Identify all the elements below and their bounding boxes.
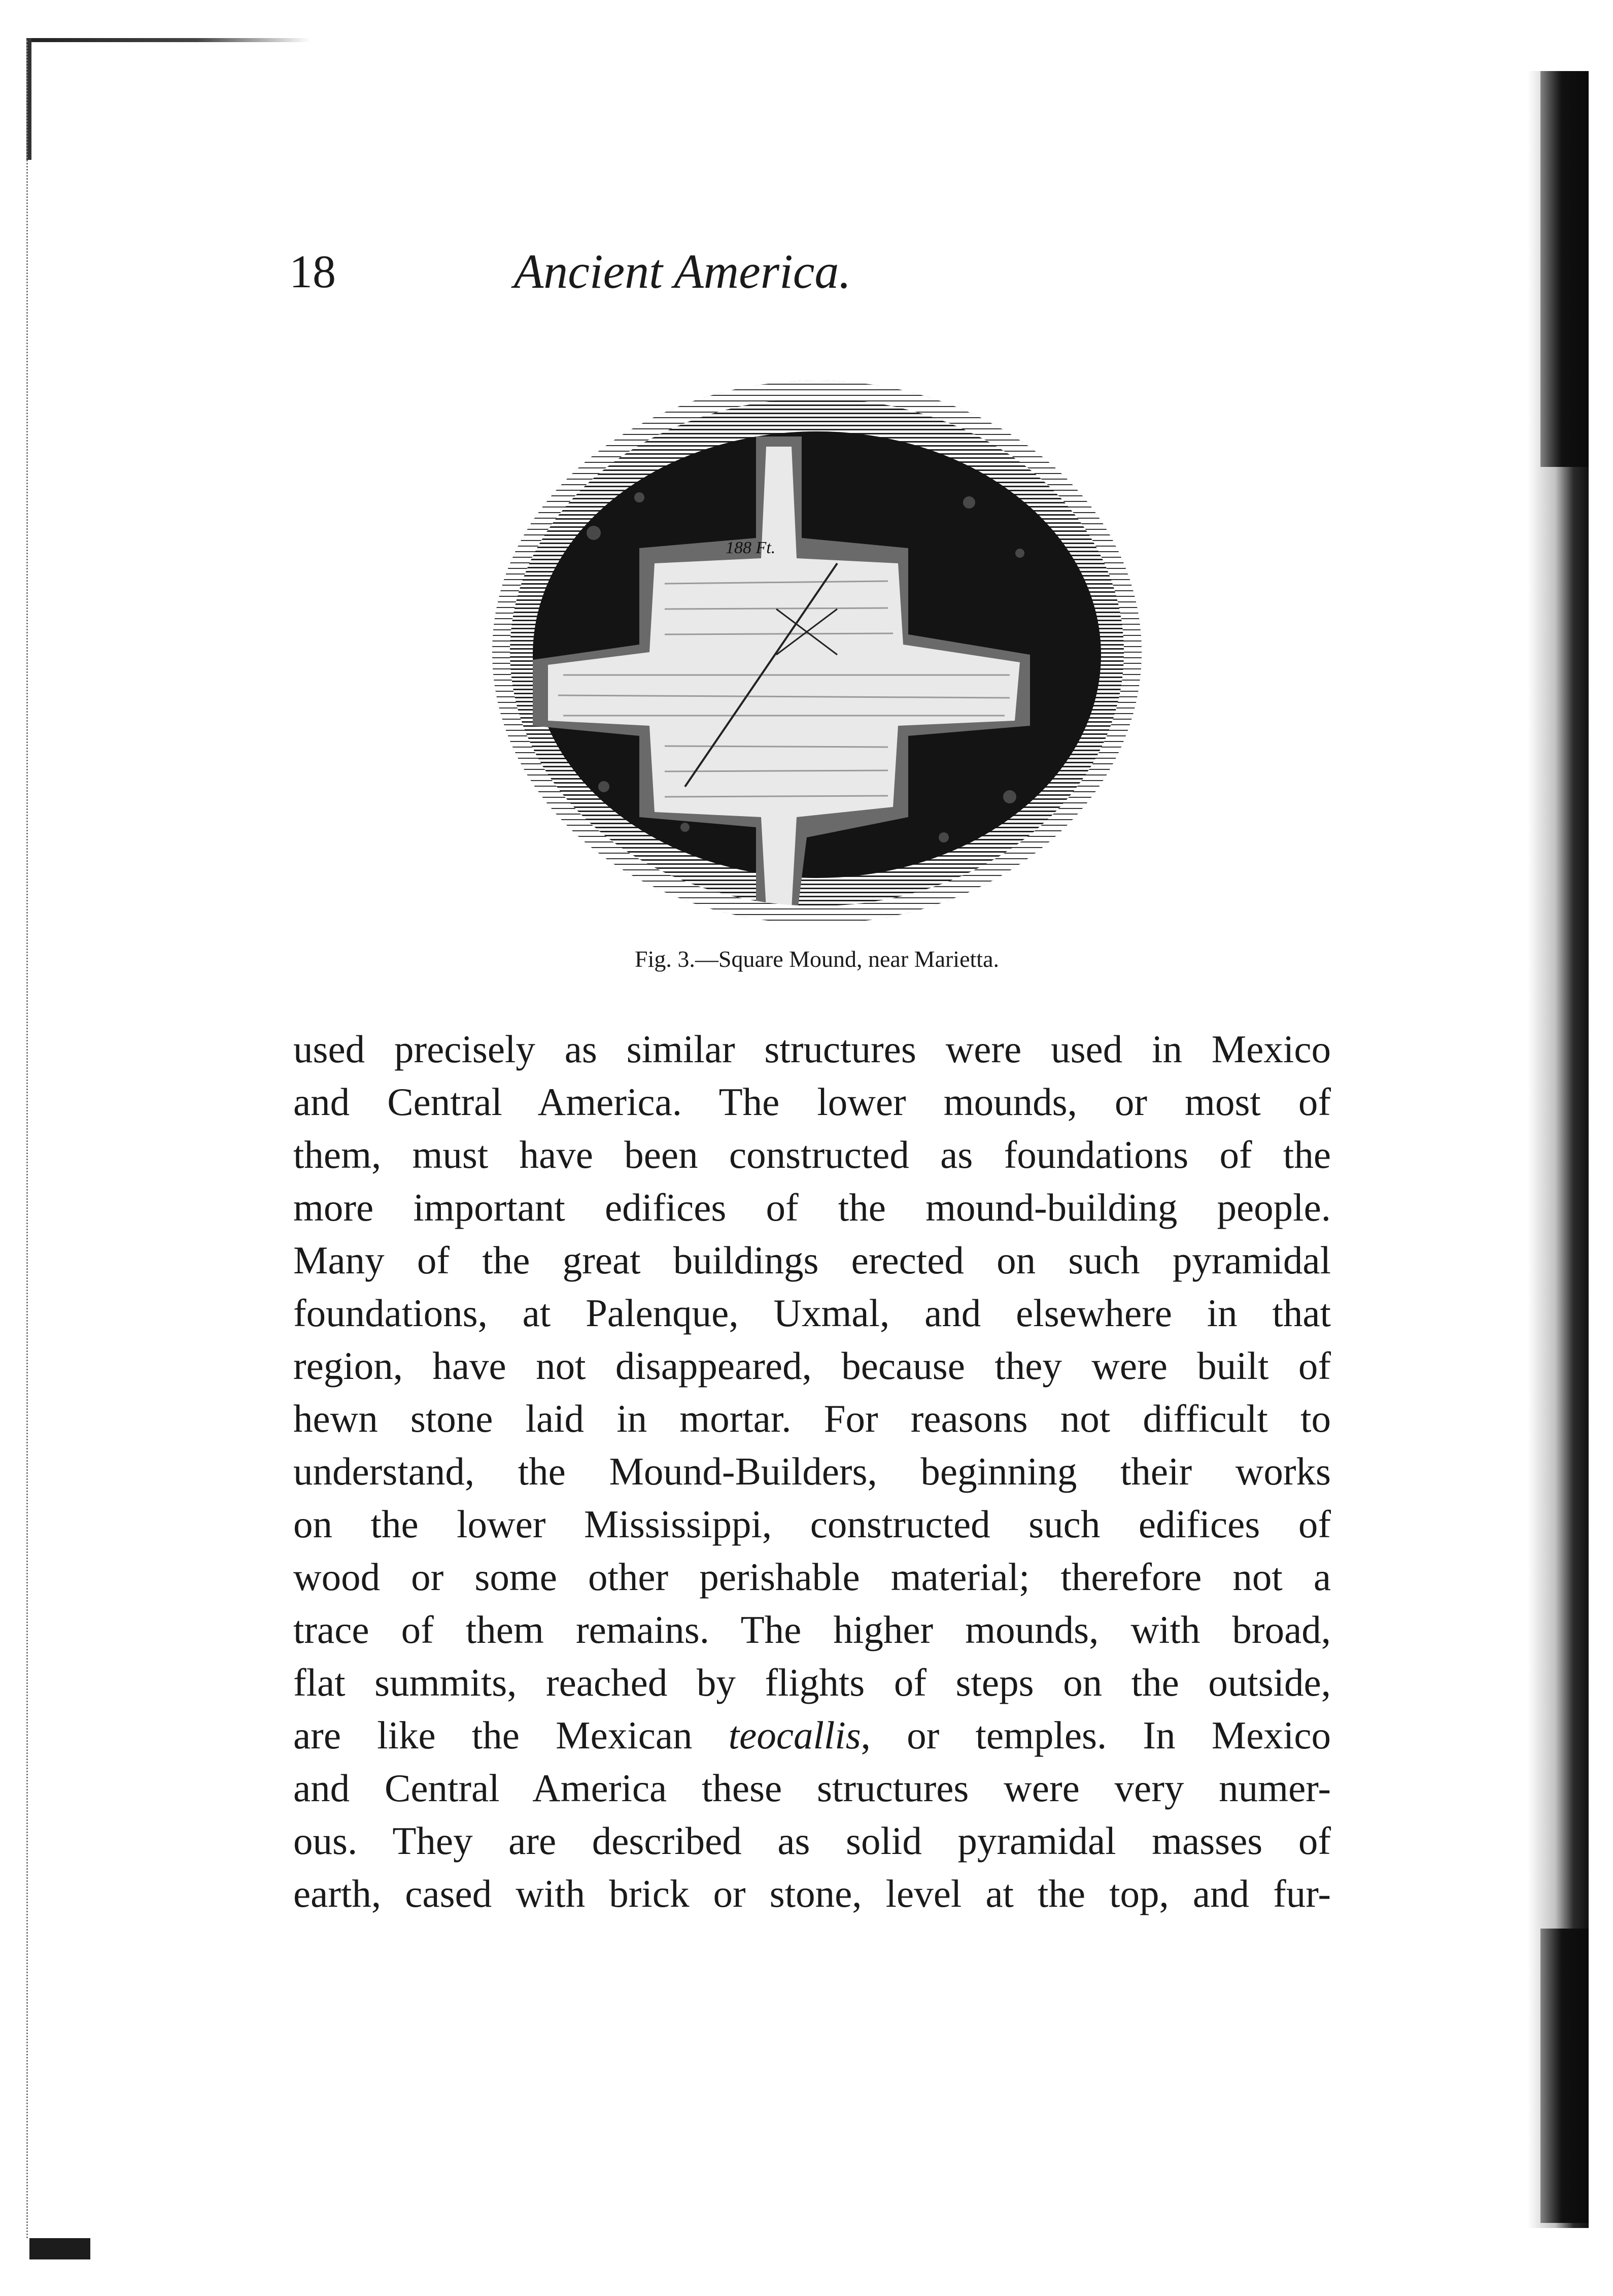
text-line: flat summits, reached by flights of steps on the outside, (293, 1661, 1331, 1704)
running-title: Ancient America. (513, 244, 851, 298)
text-line (293, 1709, 1331, 1762)
scan-ink-blot (29, 2238, 90, 2259)
text-line: on the lower Mississippi, constructed such edifices of (293, 1502, 1331, 1546)
mound-engraving-illustration (472, 370, 1162, 934)
text-line: wood or some other perishable material; therefore not a (293, 1555, 1331, 1599)
page-number: 18 (289, 246, 336, 297)
figure-caption: Fig. 3.—Square Mound, near Marietta. (635, 946, 999, 972)
body-text (293, 1023, 1331, 1920)
scan-edge-left (26, 41, 32, 2238)
text-line: them, must have been constructed as foundations of the (293, 1133, 1331, 1176)
mound-engraving (472, 370, 1162, 934)
text-line: and Central America. The lower mounds, or most of (293, 1080, 1331, 1124)
text-segment: , or temples. In Mexico (861, 1713, 1331, 1757)
page-header (289, 239, 1076, 305)
text-line: used precisely as similar structures were used in Mexico (293, 1027, 1331, 1071)
text-line: and Central America these structures were very numer- (293, 1766, 1331, 1810)
text-line: Many of the great buildings erected on such pyramidal (293, 1238, 1331, 1282)
scan-edge-shadow-top (26, 38, 311, 42)
text-line: trace of them remains. The higher mounds, with broad, (293, 1608, 1331, 1651)
text-line: region, have not disappeared, because they were built of (293, 1344, 1331, 1388)
text-line: earth, cased with brick or stone, level at the top, and fur- (293, 1872, 1331, 1915)
text-line: more important edifices of the mound-building people. (293, 1186, 1331, 1229)
italic-term: teocallis (728, 1713, 861, 1757)
text-line: ous. They are described as solid pyramidal masses of (293, 1819, 1331, 1863)
text-line: foundations, at Palenque, Uxmal, and elsewhere in that (293, 1291, 1331, 1335)
scan-edge-shadow-right-bottom (1540, 1929, 1589, 2223)
text-segment: are like the Mexican (293, 1713, 729, 1757)
mound-scale-label: 188 Ft. (726, 538, 776, 557)
text-line: understand, the Mound-Builders, beginning their works (293, 1449, 1331, 1493)
text-line: hewn stone laid in mortar. For reasons not difficult to (293, 1397, 1331, 1440)
scan-edge-shadow-right-top (1540, 71, 1589, 467)
